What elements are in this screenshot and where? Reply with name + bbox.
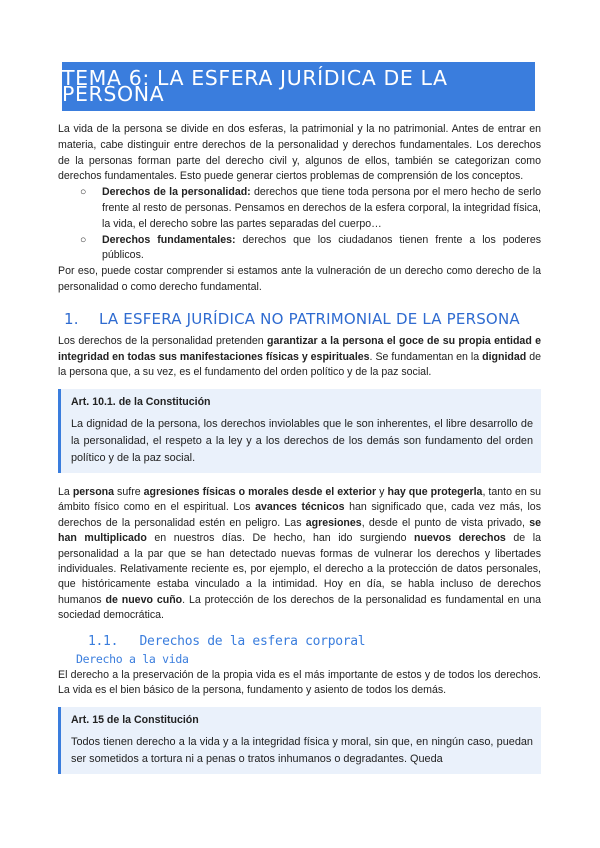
bullet-term: Derechos fundamentales: xyxy=(102,233,236,246)
text-run-bold: agresiones xyxy=(305,516,362,529)
text-run: de la persona que, a su vez, es el fundamento del orden político y de la paz social. xyxy=(58,350,541,379)
definitions-list xyxy=(58,185,541,264)
text-run: Los derechos de la personalidad pretenden xyxy=(58,334,267,347)
text-run: . Se fundamentan en la xyxy=(369,350,483,363)
text-run-bold: avances técnicos xyxy=(255,501,345,514)
subsection-heading xyxy=(58,632,541,651)
circle-bullet-icon: ○ xyxy=(80,186,87,199)
text-run: , tanto en su ámbito físico como en el espiritual. Los xyxy=(58,485,542,514)
text-run-bold: agresiones físicas o morales desde el exterior xyxy=(143,485,377,498)
subsection-title: Derechos de la esfera corporal xyxy=(139,633,366,649)
intro-closing-paragraph: Por eso, puede costar comprender si estamos ante la vulneración de un derecho como derecho de la personalidad o como derecho fundamental. xyxy=(58,265,541,293)
text-run: sufre xyxy=(114,485,144,498)
section-paragraph xyxy=(58,485,541,624)
text-run-bold: persona xyxy=(72,485,115,498)
text-run: han significado que, cada vez más, los derechos de la personalidad estén en peligro. Las xyxy=(58,501,541,529)
circle-bullet-icon: ○ xyxy=(80,233,87,246)
document-title: TEMA 6: LA ESFERA JURÍDICA DE LA PERSONA xyxy=(62,62,535,111)
quote-box-text: Todos tienen derecho a la vida y a la integridad física y moral, sin que, en ningún caso, puedan ser sometidos a tortura ni a penas o tratos inhumanos o degradantes. Queda xyxy=(71,736,533,765)
subsection-paragraph: El derecho a la preservación de la propia vida es el más importante de estos y de todos los derechos. La vida es el bien básico de la persona, fundamento y asiento de todos los demás. xyxy=(58,668,541,697)
subsection-number: 1.1. xyxy=(88,633,119,649)
sub-subsection-heading: Derecho a la vida xyxy=(76,651,189,666)
text-run-bold: dignidad xyxy=(482,350,527,363)
constitution-quote-box xyxy=(58,707,541,774)
bullet-text: derechos que los ciudadanos tienen frente a los poderes públicos. xyxy=(102,233,542,262)
section-title: LA ESFERA JURÍDICA NO PATRIMONIAL DE LA PERSONA xyxy=(98,309,520,328)
section-number: 1. xyxy=(64,309,79,328)
quote-box-title: Art. 10.1. de la Constitución xyxy=(71,396,211,409)
bullet-text: derechos que tiene toda persona por el mero hecho de serlo frente al resto de personas. Pensamos en derechos de la esfera corporal, la integridad física, la vida, el derecho sobre las partes separadas del cuerpo… xyxy=(102,186,541,230)
text-run-bold: de nuevo cuño xyxy=(105,593,183,606)
text-run: La xyxy=(58,485,73,498)
quote-box-title: Art. 15 de la Constitución xyxy=(71,714,199,727)
document-body xyxy=(58,122,541,786)
quote-box-text: La dignidad de la persona, los derechos inviolables que le son inherentes, el libre desarrollo de la personalidad, el respeto a la ley y a los derechos de los demás son fundamento del orden político y de la paz social. xyxy=(71,417,533,464)
intro-paragraph: La vida de la persona se divide en dos esferas, la patrimonial y la no patrimonial. Antes de entrar en materia, cabe distinguir entre derechos de la personalidad y derechos fundamentales. Los derechos de la personas forman parte del derecho civil y, algunos de ellos, también se categorizan como derechos fundamentales. Esto puede generar ciertos problemas de comprensión de los conceptos. xyxy=(58,123,541,183)
constitution-quote-box xyxy=(58,389,541,473)
text-run: y xyxy=(376,485,388,498)
text-run-bold: se han multiplicado xyxy=(58,516,541,545)
text-run-bold: nuevos derechos xyxy=(414,532,506,545)
text-run: . La protección de los derechos de la personalidad es fundamental en una sociedad democrática. xyxy=(58,593,541,622)
text-run: de la personalidad a la par que se han detectado nuevas formas de vulnerar los derechos y libertades individuales. Relativamente reciente es, por ejemplo, el derecho a la protección de datos personales, que históricamente estaba vinculado a la intimidad. Hoy en día, se habla incluso de derechos humanos xyxy=(58,532,541,606)
list-item xyxy=(80,233,541,265)
text-run-bold: garantizar a la persona el goce de su propia entidad e integridad en todas sus manifestaciones físicas y espirituales xyxy=(58,334,541,363)
list-item xyxy=(80,185,541,232)
bullet-term: Derechos de la personalidad: xyxy=(102,186,251,199)
text-run: en nuestros días. De hecho, han ido surgiendo xyxy=(146,532,415,545)
section-heading xyxy=(58,308,541,330)
section-paragraph xyxy=(58,334,541,381)
text-run-bold: hay que protegerla xyxy=(387,485,483,498)
text-run: , desde el punto de vista privado, xyxy=(361,516,530,529)
